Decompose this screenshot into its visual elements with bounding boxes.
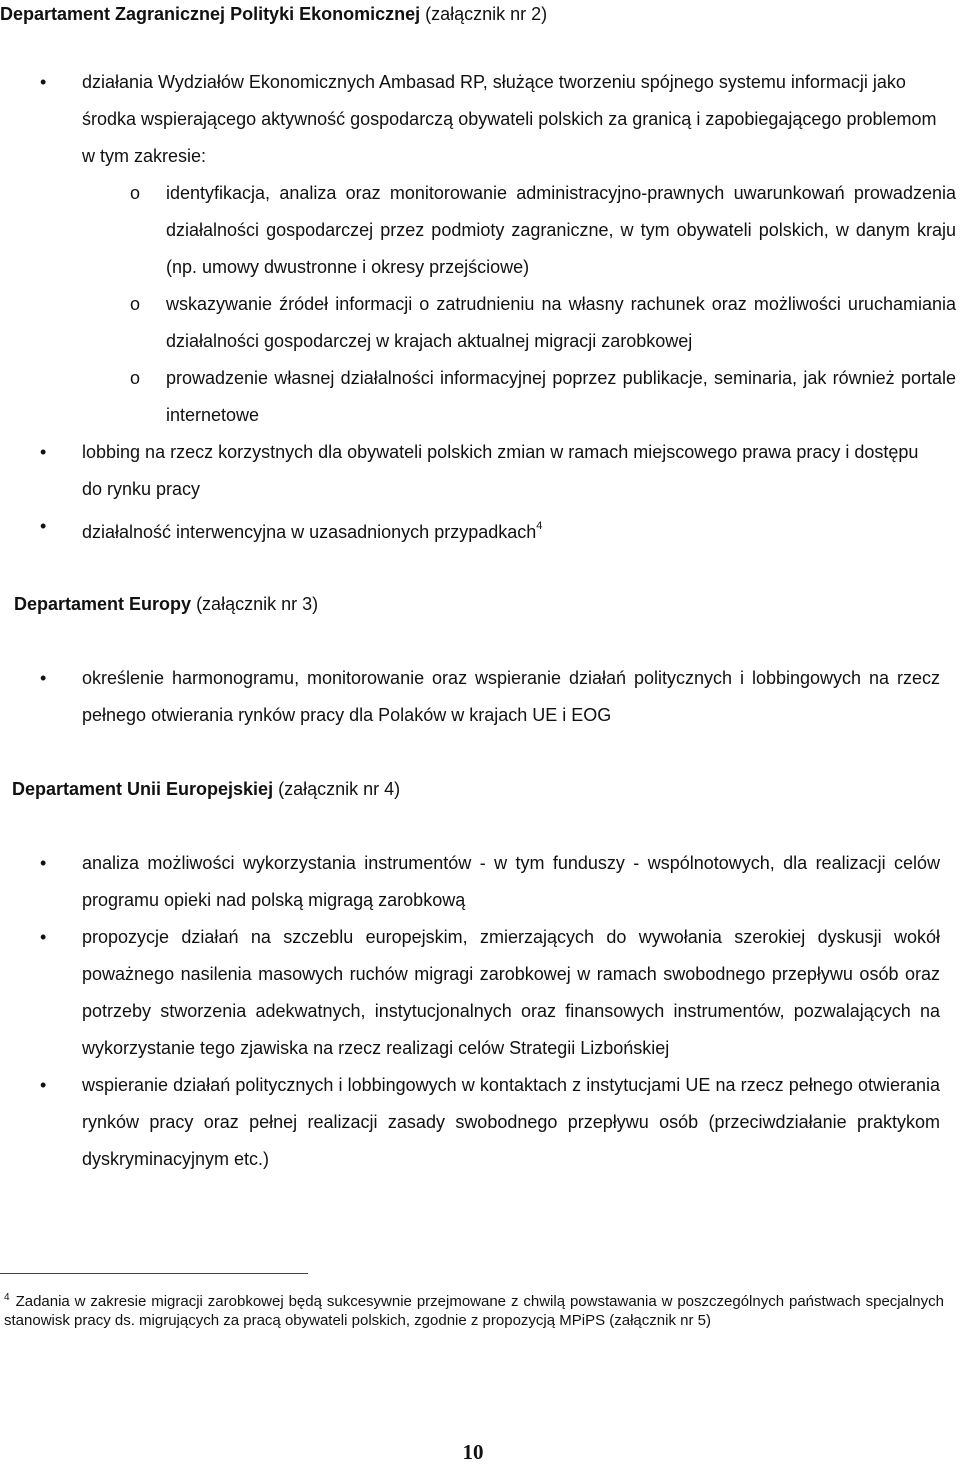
section-title: Departament Zagranicznej Polityki Ekonomicznej — [0, 4, 421, 24]
sub-list-item — [0, 175, 960, 286]
circle-bullet-icon: o — [130, 183, 141, 203]
bullet-icon: • — [40, 516, 47, 536]
circle-bullet-icon: o — [130, 368, 141, 388]
bullet-icon: • — [40, 853, 47, 873]
list-item-text: lobbing na rzecz korzystnych dla obywateli polskich zmian w ramach miejscowego prawa pracy i dostępu do rynku pracy — [82, 442, 919, 499]
bullet-icon: • — [40, 442, 47, 462]
sub-list-item — [0, 360, 960, 434]
dzpe-list — [0, 64, 960, 551]
list-item — [0, 1067, 960, 1178]
sub-item-text: wskazywanie źródeł informacji o zatrudnieniu na własny rachunek oraz możliwości uruchamiania działalności gospodarczej w krajach aktualnej migracji zarobkowej — [166, 294, 956, 351]
list-item-text: działania Wydziałów Ekonomicznych Ambasad RP, służące tworzeniu spójnego systemu informacji jako środka wspierającego aktywność gospodarczą obywateli polskich za granicą i zapobiegającego problemom w tym zakresie: — [82, 72, 937, 166]
list-item-text — [82, 508, 940, 551]
bullet-icon: • — [40, 927, 47, 947]
section-note: (załącznik nr 3) — [196, 594, 319, 614]
section-title: Departament Unii Europejskiej — [12, 779, 274, 799]
bullet-icon: • — [40, 668, 47, 688]
list-item — [0, 660, 960, 734]
footnote-reference[interactable]: 4 — [536, 520, 543, 532]
sub-item-text: identyfikacja, analiza oraz monitorowanie administracyjno-prawnych uwarunkowań prowadzenia działalności gospodarczej przez podmioty zagraniczne, w tym obywateli polskich, w danym kraju (np. umowy dwustronne i okresy przejściowe) — [166, 183, 956, 277]
footnote-mark: 4 — [4, 1292, 10, 1303]
section-title: Departament Europy — [14, 594, 192, 614]
list-item — [0, 434, 960, 508]
section-heading-europe — [14, 593, 318, 615]
sub-list-item — [0, 286, 960, 360]
list-item — [0, 508, 960, 551]
section-heading-eu — [12, 778, 400, 800]
page-number: 10 — [462, 1440, 484, 1464]
list-item-text-main: działalność interwencyjna w uzasadnionych przypadkach — [82, 522, 537, 542]
circle-bullet-icon: o — [130, 294, 141, 314]
de-list — [0, 660, 960, 734]
section-note: (załącznik nr 2) — [425, 4, 548, 24]
list-item-text: wspieranie działań politycznych i lobbingowych w kontaktach z instytucjami UE na rzecz pełnego otwierania rynków pracy oraz pełnej realizacji zasady swobodnego przepływu osób (przeciwdziałanie praktykom dyskryminacyjnym etc.) — [82, 1075, 940, 1169]
list-item-text: analiza możliwości wykorzystania instrumentów - w tym funduszy - wspólnotowych, dla realizacji celów programu opieki nad polską migragą zarobkową — [82, 853, 940, 910]
list-item — [0, 919, 960, 1067]
footnote — [4, 1288, 944, 1330]
footnote-text: Zadania w zakresie migracji zarobkowej będą sukcesywnie przejmowane z chwilą powstawania w poszczególnych państwach specjalnych stanowisk pracy ds. migrujących za pracą obywateli polskich, zgodnie z propozycją MPiPS (załącznik nr 5) — [4, 1293, 944, 1329]
list-item-text: propozycje działań na szczeblu europejskim, zmierzających do wywołania szerokiej dyskusji wokół poważnego nasilenia masowych ruchów migragi zarobkowej w ramach swobodnego przepływu osób oraz potrzeby stworzenia adekwatnych, instytucjonalnych oraz finansowych instrumentów, pozwalających na wykorzystanie tego zjawiska na rzecz realizagi celów Strategii Lizbońskiej — [82, 927, 940, 1058]
section-note: (załącznik nr 4) — [278, 779, 401, 799]
list-item — [0, 64, 960, 175]
list-item-text: określenie harmonogramu, monitorowanie oraz wspieranie działań politycznych i lobbingowych na rzecz pełnego otwierania rynków pracy dla Polaków w krajach UE i EOG — [82, 668, 940, 725]
footnote-separator — [0, 1273, 308, 1274]
bullet-icon: • — [40, 72, 47, 92]
list-item — [0, 845, 960, 919]
sub-item-text: prowadzenie własnej działalności informacyjnej poprzez publikacje, seminaria, jak również portale internetowe — [166, 368, 956, 425]
bullet-icon: • — [40, 1075, 47, 1095]
due-list — [0, 845, 960, 1178]
section-heading-dzpe — [0, 3, 547, 25]
